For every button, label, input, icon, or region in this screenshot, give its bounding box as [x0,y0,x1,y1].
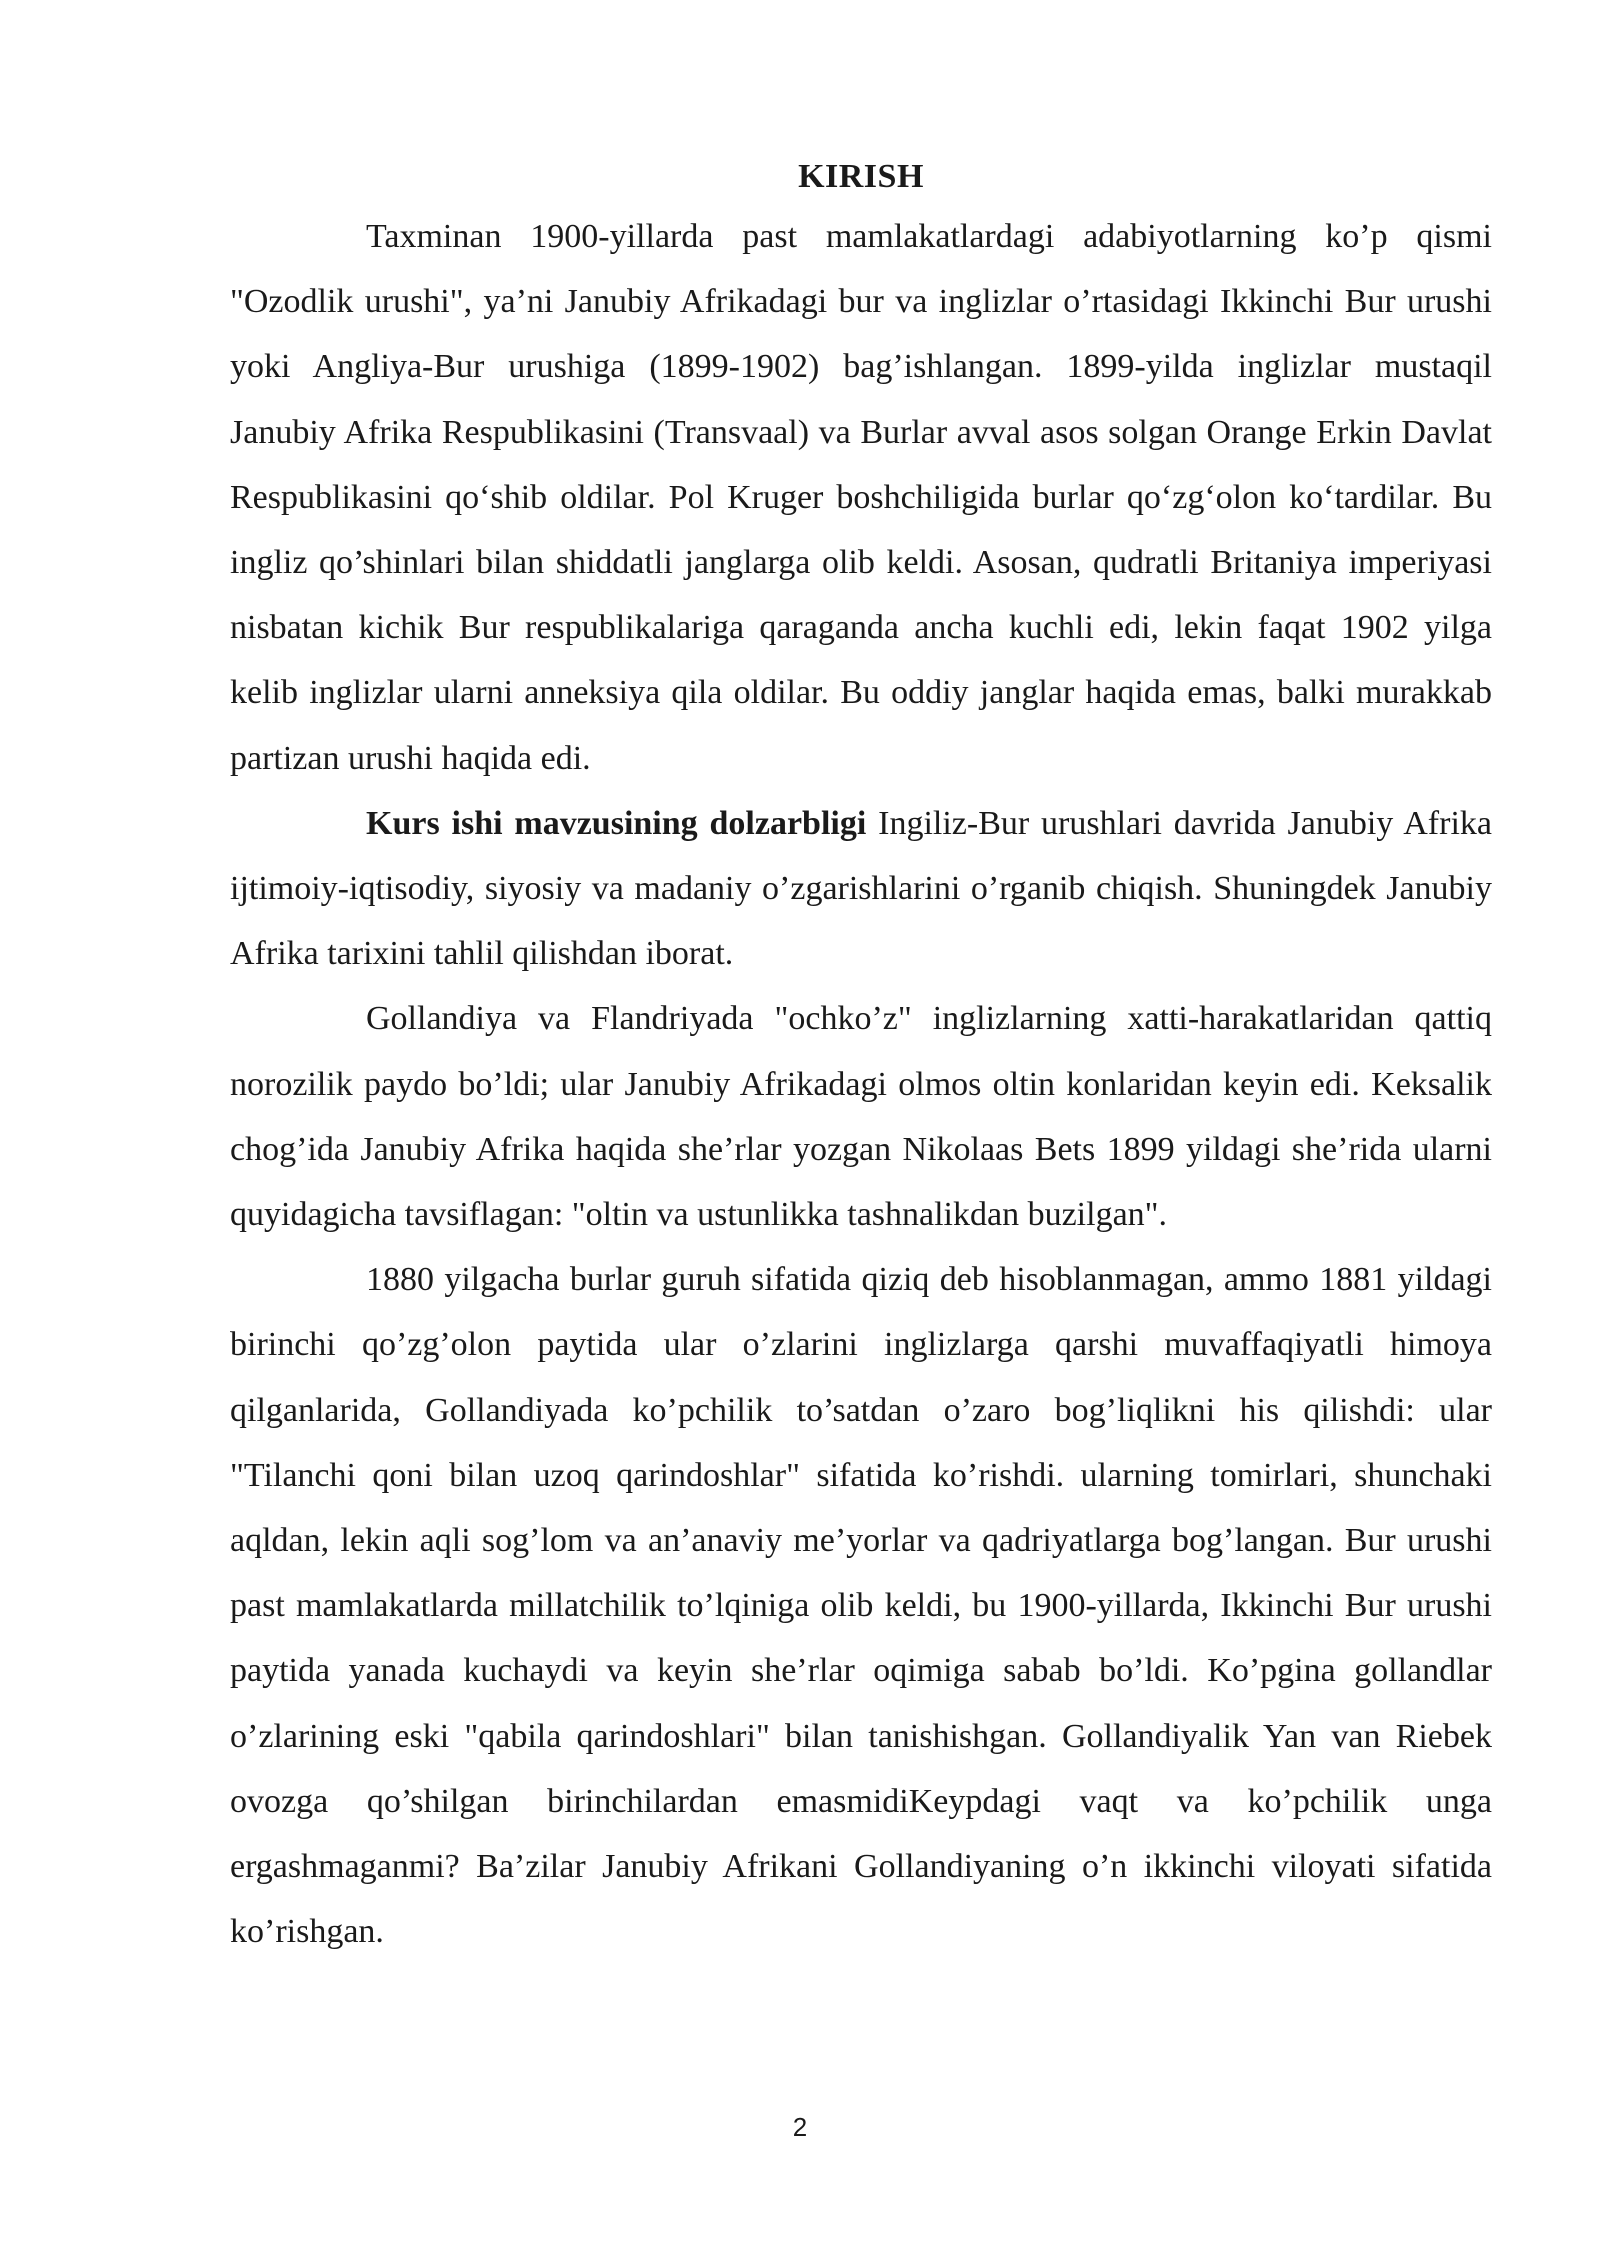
section-title: KIRISH [798,158,924,195]
page-content [230,150,1492,1964]
paragraph-2 [230,791,1492,987]
paragraph-4 [230,1247,1492,1964]
paragraph-3 [230,986,1492,1247]
page-number: 2 [792,2112,808,2142]
paragraph-text: Taxminan 1900-yillarda past mamlakatlardagi adabiyotlarning ko’p qismi "Ozodlik urushi", ya’ni Janubiy Afrikadagi bur va inglizlar o’rtasidagi Ikkinchi Bur urushi yoki Angliya-Bur urushiga (1899-1902) bag’ishlangan. 1899-yilda inglizlar mustaqil Janubiy Afrika Respublikasini (Transvaal) va Burlar avval asos solgan Orange Erkin Davlat Respublikasini qo‘shib oldilar. Pol Kruger boshchiligida burlar qo‘zg‘olon ko‘tardilar. Bu ingliz qo’shinlari bilan shiddatli janglarga olib keldi. Asosan, qudratli Britaniya imperiyasi nisbatan kichik Bur respublikalariga qaraganda ancha kuchli edi, lekin faqat 1902 yilga kelib inglizlar ularni anneksiya qila oldilar. Bu oddiy janglar haqida emas, balki murakkab partizan urushi haqida edi. [230,218,1492,777]
paragraph-text: Ingiliz-Bur urushlari davrida Janubiy Afrika ijtimoiy-iqtisodiy, siyosiy va madaniy o’zgarishlarini o’rganib chiqish. Shuningdek Janubiy Afrika tarixini tahlil qilishdan iborat. [230,804,1492,973]
paragraph-text: Gollandiya va Flandriyada "ochko’z" inglizlarning xatti-harakatlaridan qattiq norozilik paydo bo’ldi; ular Janubiy Afrikadagi olmos oltin konlaridan keyin edi. Keksalik chog’ida Janubiy Afrika haqida she’rlar yozgan Nikolaas Bets 1899 yildagi she’rida ularni quyidagicha tavsiflagan: "oltin va ustunlikka tashnalikdan buzilgan". [230,1000,1492,1234]
paragraph-bold-lead: Kurs ishi mavzusining dolzarbligi [366,804,867,842]
paragraph-1 [230,204,1492,791]
paragraph-text: 1880 yilgacha burlar guruh sifatida qiziq deb hisoblanmagan, ammo 1881 yildagi birinchi qo’zg’olon paytida ular o’zlarini inglizlarga qarshi muvaffaqiyatli himoya qilganlarida, Gollandiyada ko’pchilik to’satdan o’zaro bog’liqlikni his qilishdi: ular "Tilanchi qoni bilan uzoq qarindoshlar" sifatida ko’rishdi. ularning tomirlari, shunchaki aqldan, lekin aqli sog’lom va an’anaviy me’yorlar va qadriyatlarga bog’langan. Bur urushi past mamlakatlarda millatchilik to’lqiniga olib keldi, bu 1900-yillarda, Ikkinchi Bur urushi paytida yanada kuchaydi va keyin she’rlar oqimiga sabab bo’ldi. Ko’pgina gollandlar o’zlarining eski "qabila qarindoshlari" bilan tanishishgan. Gollandiyalik Yan van Riebek ovozga qo’shilgan birinchilardan emasmidiKeypdagi vaqt va ko’pchilik unga ergashmaganmi? Ba’zilar Janubiy Afrikani Gollandiyaning o’n ikkinchi viloyati sifatida ko’rishgan. [230,1261,1492,1951]
